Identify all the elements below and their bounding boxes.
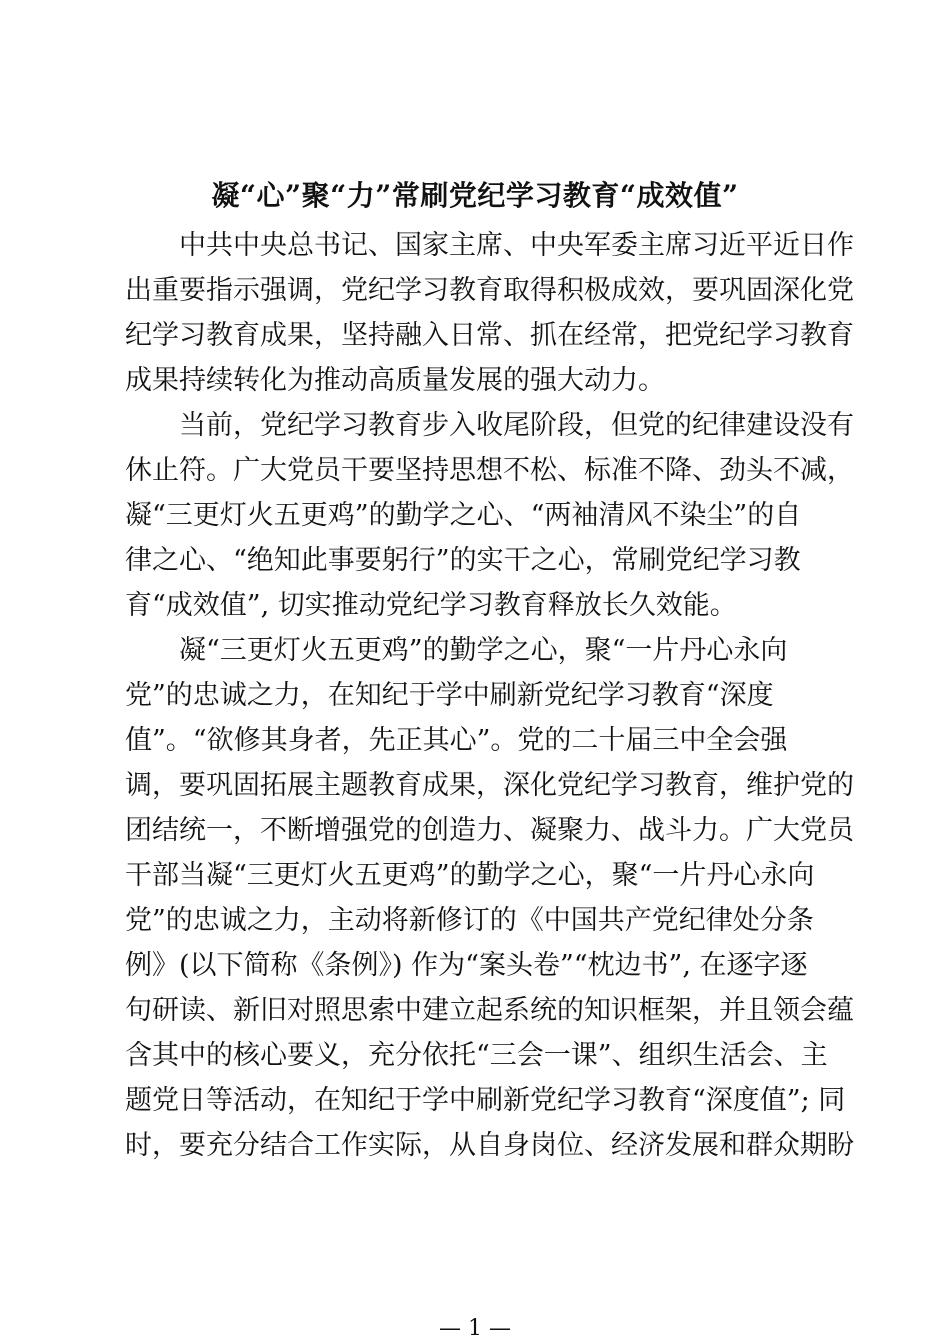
text-line: 题党日等活动，在知纪于学中刷新党纪学习教育“深度值”; 同: [125, 1085, 846, 1116]
text-line: 句研读、新旧对照思索中建立起系统的知识框架，并且领会蕴: [125, 995, 854, 1026]
page-number: — 1 —: [439, 1316, 511, 1341]
text-line: 休止符。广大党员干要坚持思想不松、标准不降、劲头不减，: [125, 455, 854, 486]
text-line: 出重要指示强调，党纪学习教育取得积极成效，要巩固深化党: [125, 275, 854, 306]
text-line: 育“成效值”, 切实推动党纪学习教育释放长久效能。: [125, 590, 737, 621]
text-line: 党”的忠诚之力，主动将新修订的《中国共产党纪律处分条: [125, 905, 814, 936]
paragraph-3: [125, 628, 854, 1168]
text-line: 凝“三更灯火五更鸡”的勤学之心，聚“一片丹心永向: [179, 635, 788, 666]
text-line: 凝“三更灯火五更鸡”的勤学之心、“两袖清风不染尘”的自: [125, 500, 802, 531]
paragraph-2: [125, 403, 854, 628]
document-body: [125, 223, 854, 1168]
text-line: 例》(以下简称《条例》) 作为“案头卷”“枕边书”, 在逐字逐: [125, 950, 808, 981]
text-line: 纪学习教育成果，坚持融入日常、抓在经常，把党纪学习教育: [125, 320, 854, 351]
text-line: 值”。“欲修其身者，先正其心”。党的二十届三中全会强: [125, 725, 788, 756]
text-line: 调，要巩固拓展主题教育成果，深化党纪学习教育，维护党的: [125, 770, 854, 801]
text-line: 党”的忠诚之力，在知纪于学中刷新党纪学习教育“深度: [125, 680, 774, 711]
text-line: 中共中央总书记、国家主席、中央军委主席习近平近日作: [179, 230, 854, 261]
text-line: 律之心、“绝知此事要躬行”的实干之心，常刷党纪学习教: [125, 545, 801, 576]
text-line: 含其中的核心要义，充分依托“三会一课”、组织生活会、主: [125, 1040, 828, 1071]
document-title: 凝“心”聚“力”常刷党纪学习教育“成效值”: [211, 179, 739, 212]
text-line: 团结统一，不断增强党的创造力、凝聚力、战斗力。广大党员: [125, 815, 854, 846]
text-line: 时，要充分结合工作实际，从自身岗位、经济发展和群众期盼: [125, 1130, 854, 1161]
text-line: 当前，党纪学习教育步入收尾阶段，但党的纪律建设没有: [179, 410, 854, 441]
text-line: 干部当凝“三更灯火五更鸡”的勤学之心，聚“一片丹心永向: [125, 860, 815, 891]
paragraph-1: [125, 223, 854, 403]
text-line: 成果持续转化为推动高质量发展的强大动力。: [125, 365, 665, 396]
